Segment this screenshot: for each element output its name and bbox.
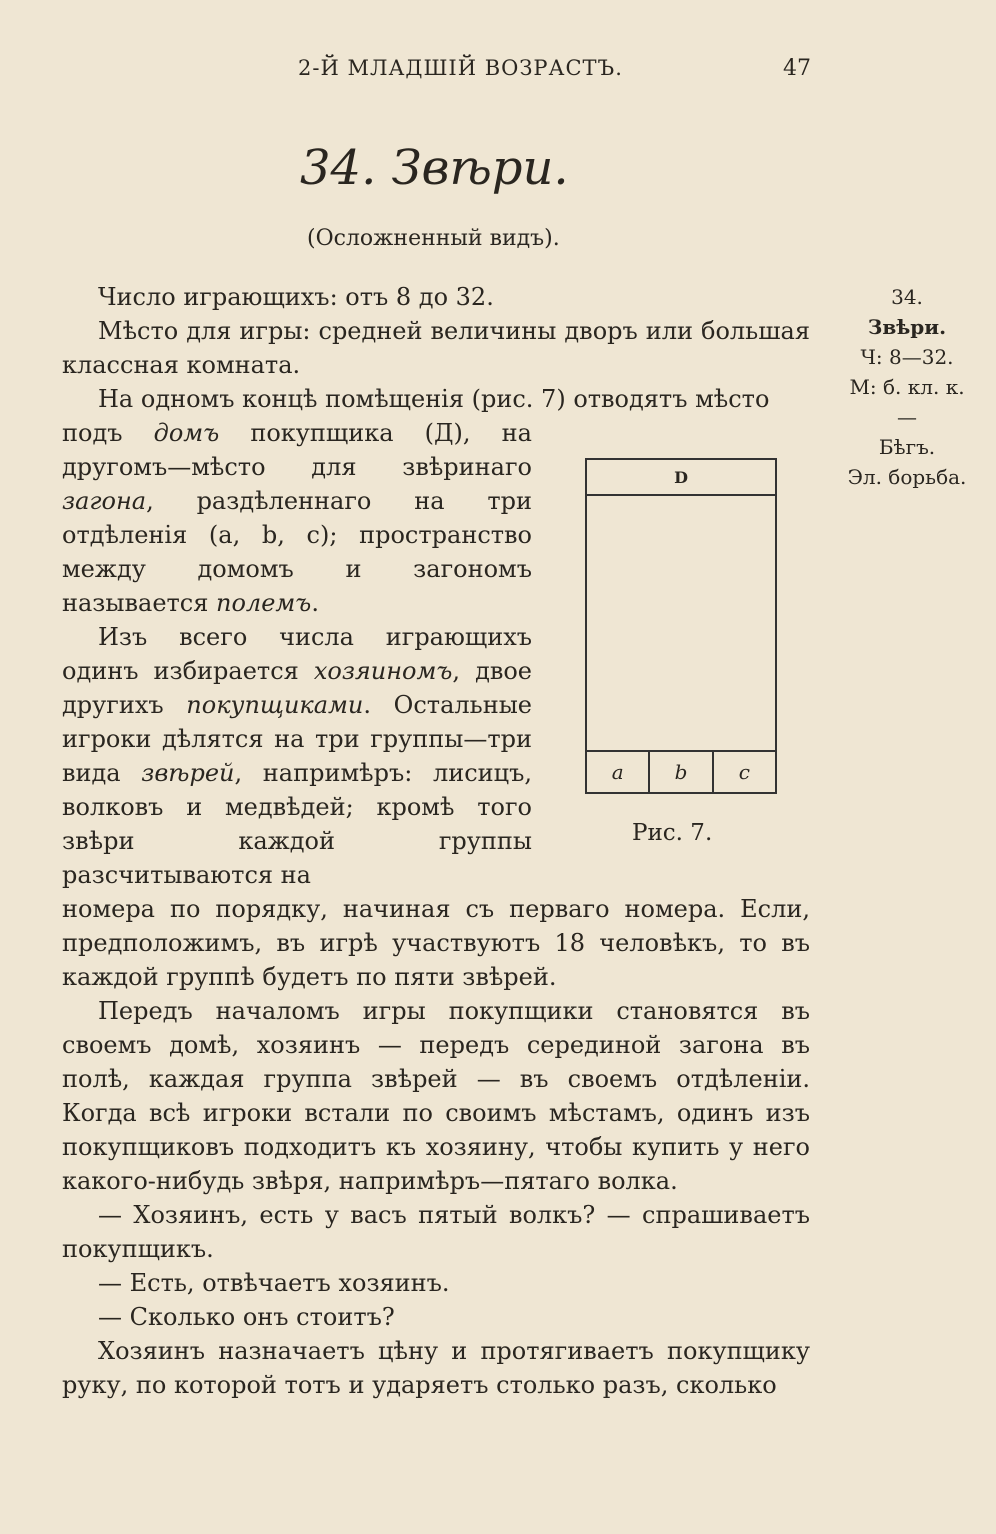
dialogue-line-1: — Хозяинъ, есть у васъ пятый волкъ? — спрашиваетъ покупщикъ. — [62, 1201, 810, 1263]
pen-area — [587, 750, 775, 792]
paragraph-numbering: номера по порядку, начиная съ перваго номера. Если, предположимъ, въ игрѣ участвуютъ 18 человѣкъ, то въ каждой группѣ будетъ по пяти звѣрей. — [62, 895, 810, 991]
text-span: покупщика (Д), на другомъ—мѣсто для звѣринаго — [62, 419, 532, 481]
term-buyers: покупщиками — [186, 691, 364, 719]
dialogue-line-3: — Сколько онъ стоитъ? — [98, 1303, 395, 1331]
paragraph-setup — [62, 416, 532, 620]
text-span: . Остальные игроки дѣлятся на три группы—три вида — [62, 691, 532, 787]
paragraph-price: Хозяинъ назначаетъ цѣну и протягиваетъ покупщику руку, по которой тотъ и ударяетъ столько разъ, сколько — [62, 1337, 810, 1399]
summary-type-run: Бѣгъ. — [878, 435, 936, 459]
text-span: Изъ всего числа играющихъ одинъ избирается — [62, 623, 532, 685]
text-span: , двое другихъ — [62, 657, 533, 719]
term-beasts: звѣрей — [141, 759, 235, 787]
term-house: домъ — [153, 419, 220, 447]
margin-summary — [822, 282, 992, 492]
paragraph-roles — [62, 620, 532, 892]
house-area: D — [587, 460, 775, 496]
text-span: , раздѣленнаго на три отдѣленія (a, b, c); пространство между домомъ и загономъ называется — [62, 487, 532, 617]
text-span: . — [311, 589, 319, 617]
page-number: 47 — [783, 56, 811, 81]
summary-dash: — — [897, 405, 917, 429]
pen-section-a: a — [587, 752, 650, 792]
term-owner: хозяиномъ — [313, 657, 453, 685]
summary-name: Звѣри. — [867, 315, 947, 339]
pen-section-b: b — [650, 752, 713, 792]
pen-section-c: c — [738, 760, 750, 784]
page-header — [0, 56, 996, 86]
text-span: подъ — [62, 419, 154, 447]
summary-type-struggle: Эл. борьба. — [847, 465, 967, 489]
chapter-subtitle: (Осложненный видъ). — [307, 226, 560, 251]
paragraph-place: Мѣсто для игры: средней величины дворъ или большая классная комната. — [62, 317, 810, 379]
paragraph-start: Передъ началомъ игры покупщики становятся въ своемъ домѣ, хозяинъ — передъ серединой загона въ полѣ, каждая группа звѣрей — въ своемъ отдѣленіи. Когда всѣ игроки встали по своимъ мѣстамъ, одинъ изъ покупщиковъ подходитъ къ хозяину, чтобы купить у него какого-нибудь звѣря, напримѣръ—пятаго волка. — [62, 997, 810, 1195]
figure-caption: Рис. 7. — [632, 820, 713, 846]
paragraph-players: Число играющихъ: отъ 8 до 32. — [98, 283, 494, 311]
dialogue-line-2: — Есть, отвѣчаетъ хозяинъ. — [98, 1269, 450, 1297]
term-pen: загона — [62, 487, 147, 515]
summary-players: Ч: 8—32. — [860, 345, 954, 369]
field-diagram — [585, 458, 777, 794]
summary-number: 34. — [891, 285, 923, 309]
running-title: 2-Й МЛАДШІЙ ВОЗРАСТЪ. — [298, 56, 623, 80]
paragraph-setup-line: На одномъ концѣ помѣщенія (рис. 7) отводятъ мѣсто — [98, 385, 770, 413]
summary-place: М: б. кл. к. — [849, 375, 965, 399]
chapter-title: 34. Звѣри. — [300, 140, 569, 196]
text-span: , напримѣръ: лисицъ, волковъ и медвѣдей; кромѣ того звѣри каждой группы разсчитываются на — [62, 759, 532, 889]
term-field: полемъ — [216, 589, 312, 617]
